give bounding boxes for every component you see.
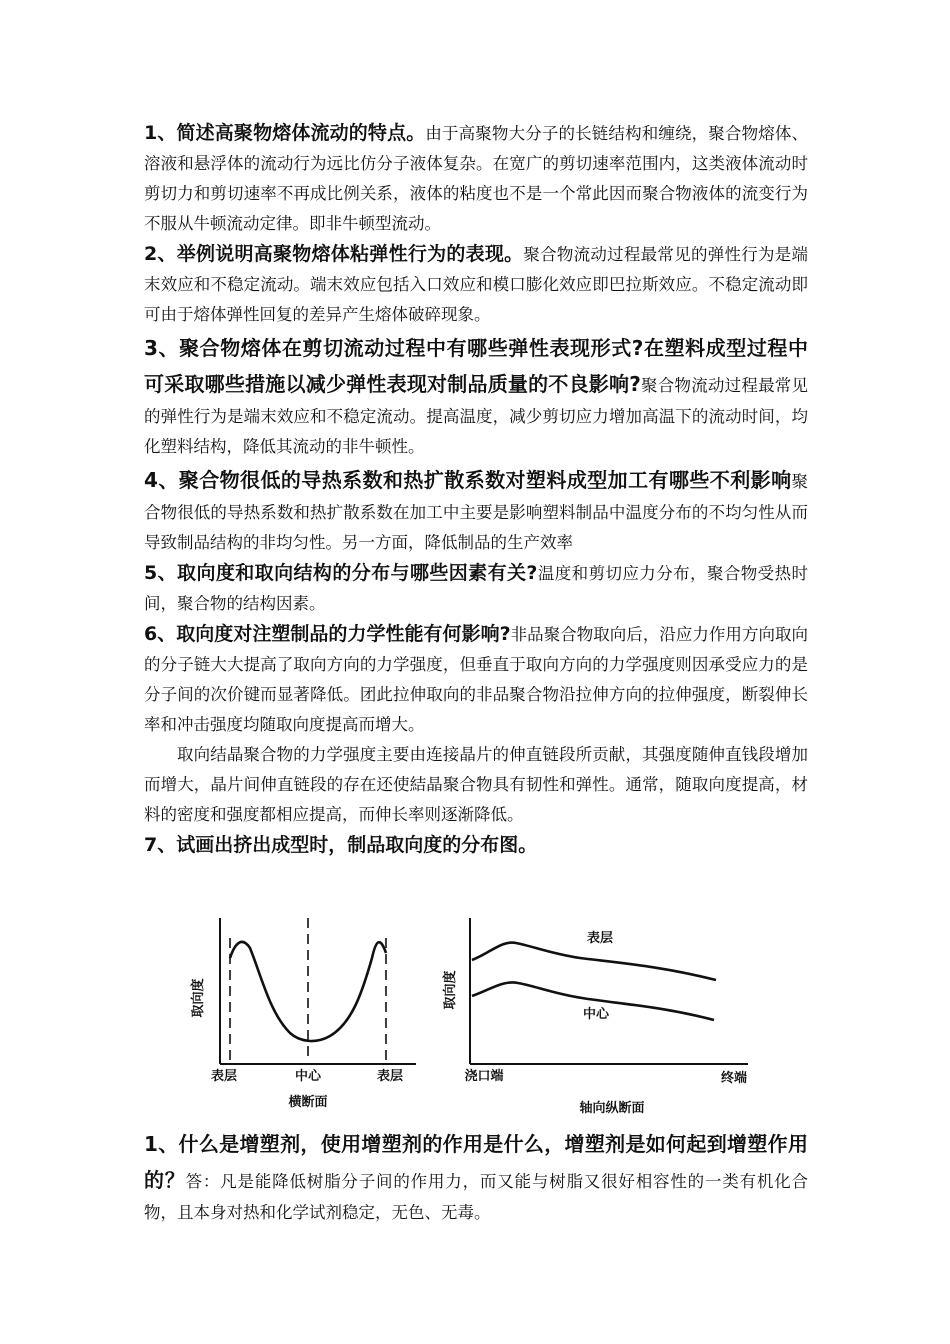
right-tick-terminal-end: 终端 bbox=[720, 1071, 748, 1086]
right-x-label: 轴向纵断面 bbox=[579, 1101, 645, 1116]
question-plasticizer: 1、什么是增塑剂，使用增塑剂的作用是什么，增塑剂是如何起到增塑作用的？ bbox=[144, 1132, 808, 1192]
qa-item-1 bbox=[144, 118, 808, 239]
right-plot bbox=[442, 918, 748, 1116]
right-center-label: 中心 bbox=[582, 1007, 610, 1022]
answer-3: 聚合物流动过程最常见的弹性行为是端末效应和不稳定流动。提高温度，减少剪切应力增加高温下的流动时间，均化塑料结构，降低其流动的非牛顿性。 bbox=[144, 376, 809, 456]
right-surface-label: 表层 bbox=[586, 931, 614, 946]
left-plot bbox=[190, 918, 416, 1110]
right-y-label: 取向度 bbox=[443, 970, 458, 1010]
orientation-distribution-figure bbox=[180, 898, 780, 1133]
answer-plasticizer: 答：凡是能降低树脂分子间的作用力，而又能与树脂又很好相容性的一类有机化合物，且本身对热和化学试剂稳定，无色、无毒。 bbox=[144, 1172, 809, 1222]
qa-text-block bbox=[144, 118, 808, 861]
plasticizer-qa bbox=[144, 1126, 808, 1228]
right-tick-gate-end: 浇口端 bbox=[464, 1069, 504, 1084]
left-tick-surface-1: 表层 bbox=[210, 1069, 238, 1084]
left-tick-center: 中心 bbox=[294, 1069, 322, 1084]
answer-5: 温度和剪切应力分布，聚合物受热时间，聚合物的结构因素。 bbox=[144, 564, 808, 613]
qa-item-7 bbox=[144, 830, 808, 861]
question-6: 6、取向度对注塑制品的力学性能有何影响? bbox=[144, 623, 511, 645]
question-2: 2、举例说明高聚物熔体粘弹性行为的表现。 bbox=[144, 243, 524, 265]
answer-4: 聚合物很低的导热系数和热扩散系数在加工中主要是影响塑料制品中温度分布的不均匀性从而导致制品结构的非均匀性。另一方面，降低制品的生产效率 bbox=[144, 472, 808, 552]
answer-6: 非品聚合物取向后，沿应力作用方向取向的分子链大大提高了取向方向的力学强度，但垂直于取向方向的力学强度则因承受应力的是分子间的次价键而显著降低。团此拉伸取向的非品聚合物沿拉伸方向的拉伸强度，断裂伸长率和冲击强度均随取向度提高而增大。 bbox=[144, 625, 809, 734]
left-y-label: 取向度 bbox=[191, 978, 206, 1018]
question-1: 1、简述高聚物熔体流动的特点。 bbox=[144, 122, 426, 144]
question-7: 7、试画出挤出成型时，制品取向度的分布图。 bbox=[144, 834, 538, 856]
qa-item-3 bbox=[144, 330, 808, 462]
qa-item-plasticizer bbox=[144, 1126, 808, 1228]
question-3: 3、聚合物熔体在剪切流动过程中有哪些弹性表现形式?在塑料成型过程中可采取哪些措施以减少弹性表现对制品质量的不良影响? bbox=[144, 336, 808, 396]
left-tick-surface-2: 表层 bbox=[376, 1069, 404, 1084]
left-x-label: 横断面 bbox=[288, 1095, 328, 1110]
question-5: 5、取向度和取向结构的分布与哪些因素有关? bbox=[144, 562, 538, 584]
figure-svg bbox=[180, 898, 780, 1133]
qa-item-4 bbox=[144, 462, 808, 558]
qa-item-5 bbox=[144, 558, 808, 619]
qa-item-2 bbox=[144, 239, 808, 330]
answer-2: 聚合物流动过程最常见的弹性行为是端末效应和不稳定流动。端末效应包括入口效应和模口膨化效应即巴拉斯效应。不稳定流动即可由于熔体弹性回复的差异产生熔体破碎现象。 bbox=[144, 245, 808, 324]
answer-1: 由于高聚物大分子的长链结构和缠绕，聚合物熔体、溶液和悬浮体的流动行为远比仿分子液体复杂。在宽广的剪切速率范围内，这类液体流动时剪切力和剪切速率不再成比例关系，液体的粘度也不是一个常此因而聚合物液体的流变行为不服从牛顿流动定律。即非牛顿型流动。 bbox=[144, 124, 808, 233]
right-surface-curve bbox=[472, 943, 716, 980]
question-4: 4、聚合物很低的导热系数和热扩散系数对塑料成型加工有哪些不利影响 bbox=[144, 468, 792, 492]
qa-item-6-paragraph-2: 取向结晶聚合物的力学强度主要由连接晶片的伸直链段所贡献，其强度随伸直钱段增加而增大，晶片间伸直链段的存在还使結晶聚合物具有韧性和弹性。通常，随取向度提高，材料的密度和强度都相应提高，而伸长率则逐渐降低。 bbox=[144, 745, 808, 824]
qa-item-6 bbox=[144, 619, 808, 740]
